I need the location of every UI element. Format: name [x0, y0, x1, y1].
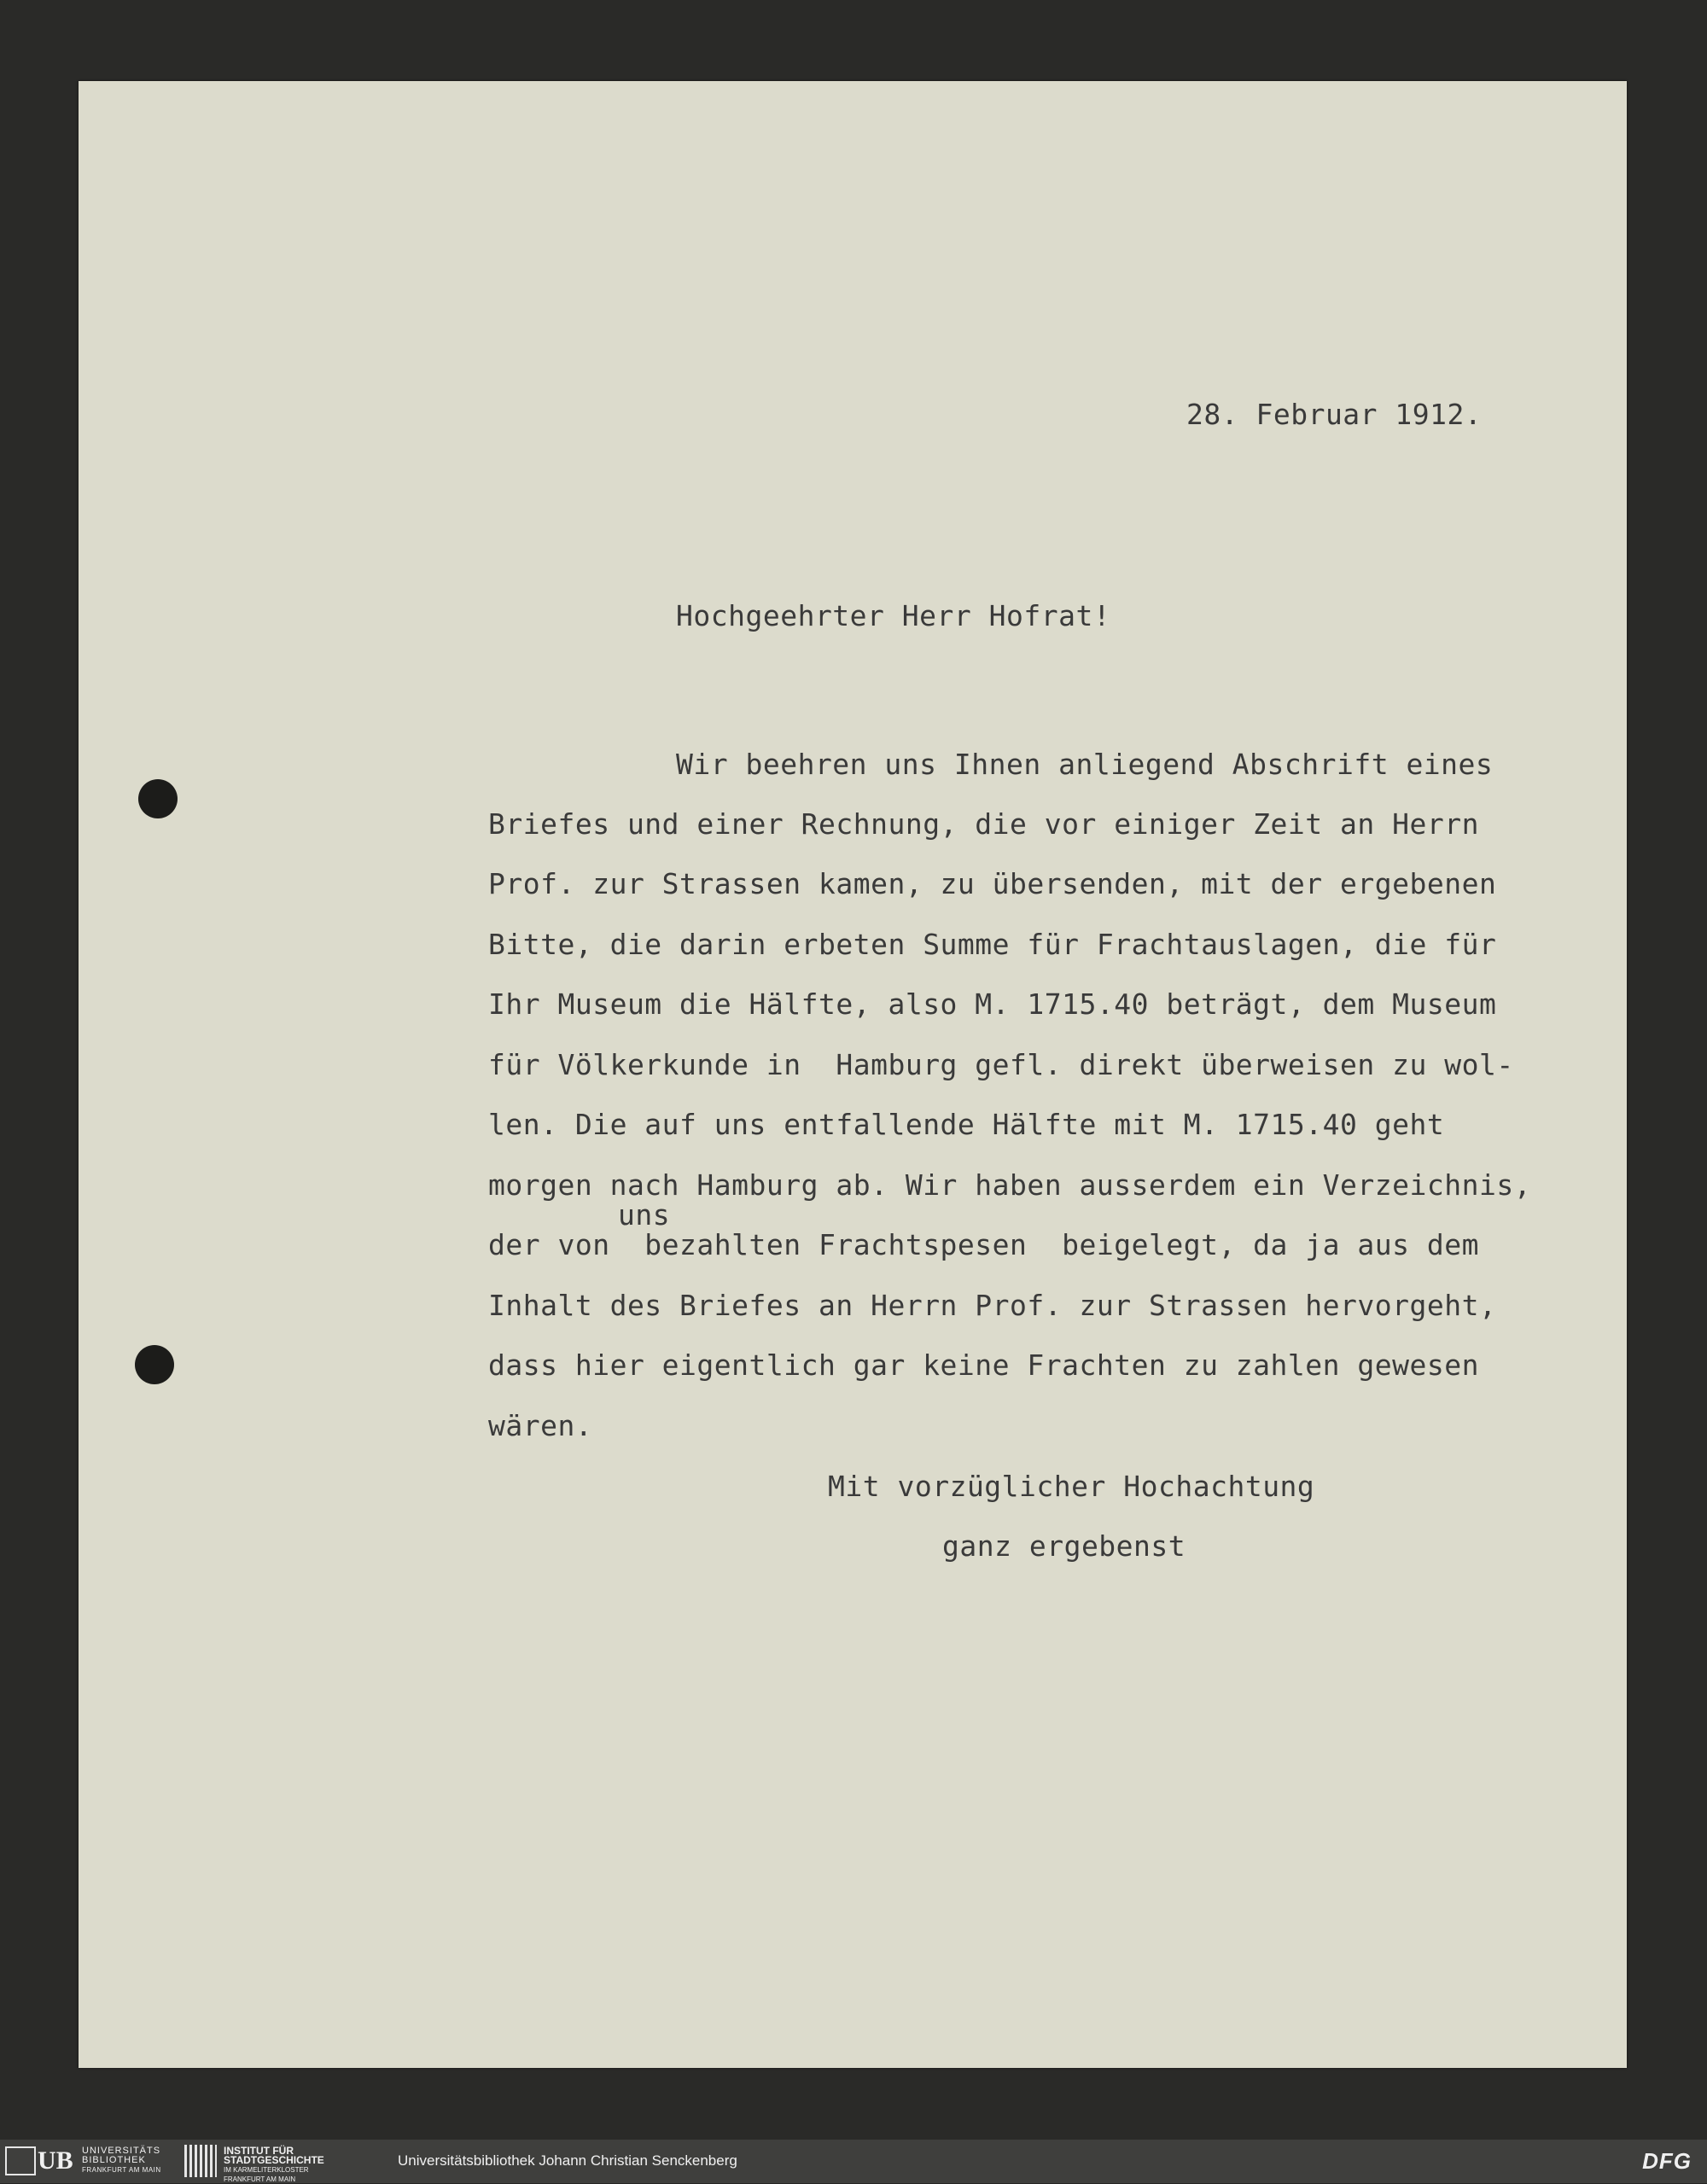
library-name-line: UNIVERSITÄTS — [82, 2146, 161, 2156]
body-line: Ihr Museum die Hälfte, also M. 1715.40 beträgt, dem Museum — [488, 987, 1497, 1021]
body-line: Prof. zur Strassen kamen, zu übersenden, mit der ergebenen — [488, 867, 1497, 900]
institute-name-line: IM KARMELITERKLOSTER — [224, 2166, 309, 2174]
body-line: len. Die auf uns entfallende Hälfte mit M. 1715.40 geht — [488, 1108, 1445, 1141]
letter-salutation: Hochgeehrter Herr Hofrat! — [676, 599, 1111, 632]
body-line: wären. — [488, 1409, 593, 1442]
library-name-line: FRANKFURT AM MAIN — [82, 2166, 161, 2174]
institute-name-line: STADTGESCHICHTE — [224, 2154, 324, 2166]
typed-insertion: uns — [618, 1198, 671, 1232]
library-abbreviation[interactable]: UB — [38, 2146, 73, 2175]
library-name-line: BIBLIOTHEK — [82, 2155, 146, 2165]
institute-name[interactable] — [224, 2146, 324, 2184]
closing-signoff: ganz ergebenst — [942, 1529, 1186, 1563]
punch-hole-bottom — [135, 1345, 174, 1384]
footer-title: Universitätsbibliothek Johann Christian Senckenberg — [398, 2152, 737, 2169]
body-line: morgen nach Hamburg ab. Wir haben ausserdem ein Verzeichnis, — [488, 1168, 1532, 1202]
viewer-footer-bar — [0, 2140, 1707, 2183]
body-line: für Völkerkunde in Hamburg gefl. direkt überweisen zu wol- — [488, 1048, 1514, 1081]
closing-phrase: Mit vorzüglicher Hochachtung — [828, 1470, 1315, 1503]
institute-name-line: FRANKFURT AM MAIN — [224, 2175, 296, 2183]
body-line: Wir beehren uns Ihnen anliegend Abschrift eines — [676, 748, 1494, 781]
punch-hole-top — [138, 779, 178, 818]
institute-logo-icon[interactable] — [184, 2145, 217, 2177]
dfg-logo[interactable]: DFG — [1642, 2148, 1692, 2174]
body-line: der von bezahlten Frachtspesen beigelegt, da ja aus dem — [488, 1228, 1479, 1261]
body-line: Inhalt des Briefes an Herrn Prof. zur Strassen hervorgeht, — [488, 1289, 1497, 1322]
body-line: Bitte, die darin erbeten Summe für Frachtauslagen, die für — [488, 928, 1497, 961]
body-line: dass hier eigentlich gar keine Frachten zu zahlen gewesen — [488, 1348, 1479, 1382]
body-line: Briefes und einer Rechnung, die vor einiger Zeit an Herrn — [488, 807, 1479, 841]
library-name[interactable] — [82, 2146, 161, 2175]
letter-date: 28. Februar 1912. — [1186, 398, 1483, 431]
institute-name-line: INSTITUT FÜR — [224, 2145, 294, 2157]
library-logo-icon[interactable] — [5, 2146, 36, 2175]
